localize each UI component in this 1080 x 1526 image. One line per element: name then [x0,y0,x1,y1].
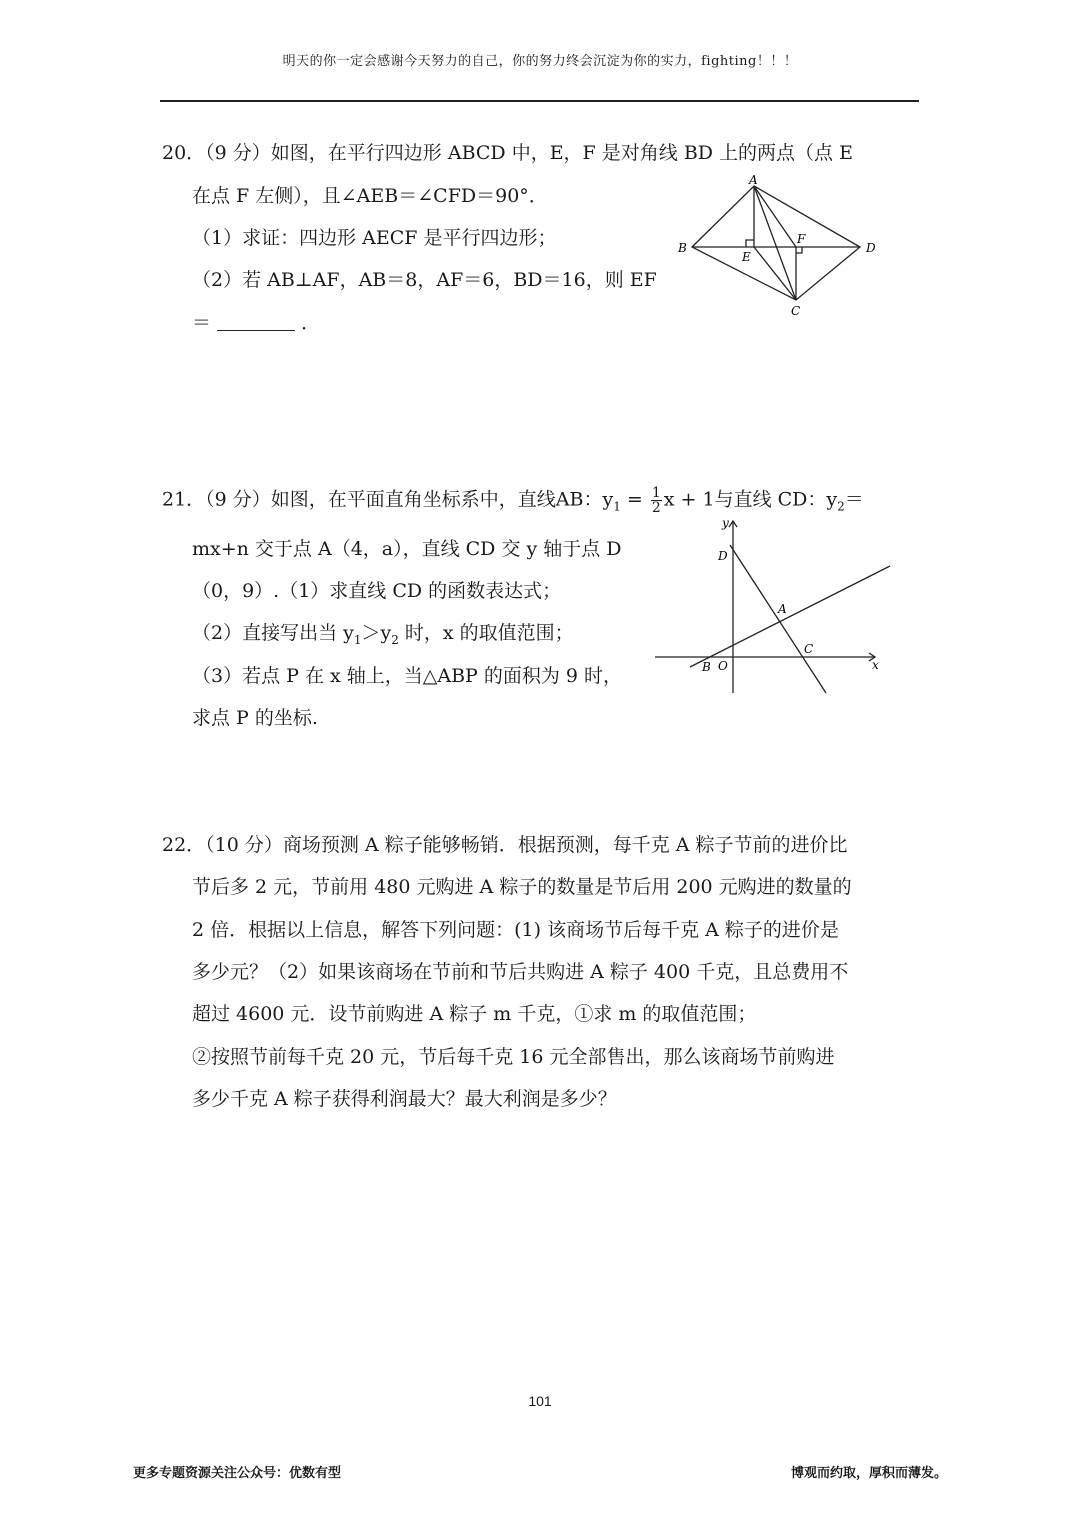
q21-line5: （3）若点 P 在 x 轴上，当△ABP 的面积为 9 时， [192,665,623,687]
q20-equals: ＝ [192,312,212,334]
label-d: D [718,549,728,563]
q20-part1: （1）求证：四边形 AECF 是平行四边形； [192,227,557,249]
q21-line1-text-a: 21．（9 分）如图，在平面直角坐标系中，直线AB：y [162,488,614,511]
q21-line1-equals: = [620,488,649,511]
right-angle-mark-f [796,247,802,253]
q21-line3: （0，9）.（1）求直线 CD 的函数表达式； [192,580,562,602]
label-y: y [722,516,729,530]
q21-line4-text-a: （2）直接写出当 y [192,622,354,644]
q21-line1-text-c: ＝ [844,488,864,511]
label-f: F [797,232,806,246]
footer-left: 更多专题资源关注公众号：优数有型 [133,1466,342,1481]
label-a: A [749,173,758,187]
fraction-one-half [651,486,662,515]
answer-blank [217,312,295,331]
label-x: x [872,658,879,672]
line-ab [690,566,890,667]
q20-period: ． [301,312,321,334]
header-motto: 明天的你一定会感谢今天努力的自己，你的努力终会沉淀为你的实力，fighting！！！ [282,54,798,69]
label-e: E [742,250,751,264]
label-b: B [678,241,687,255]
segment-ec [754,247,796,300]
q21-line4-sub1: 1 [353,632,362,647]
q20-part2: （2）若 AB⊥AF，AB＝8，AF＝6，BD＝16，则 EF [192,269,657,291]
q22-line3: 2 倍．根据以上信息，解答下列问题：(1) 该商场节后每千克 A 粽子的进价是 [192,919,839,941]
q22-line6: ②按照节前每千克 20 元，节后每千克 16 元全部售出，那么该商场节前购进 [192,1046,835,1068]
fraction-numerator: 1 [651,485,661,501]
q22-line2: 节后多 2 元，节前用 480 元购进 A 粽子的数量是节后用 200 元购进的数量的 [192,876,852,898]
q21-line1-sub2: 2 [837,499,845,514]
page-number: 101 [528,1393,552,1409]
parallelogram-figure [670,172,890,322]
q22-line4: 多少元？（2）如果该商场在节前和节后共购进 A 粽子 400 千克，且总费用不 [192,961,849,983]
q21-line2: mx+n 交于点 A（4，a），直线 CD 交 y 轴于点 D [192,538,622,560]
label-o: O [718,659,728,673]
label-d: D [866,241,876,255]
q21-line4-sub2: 2 [391,632,399,647]
label-a: A [778,602,787,616]
q22-line7: 多少千克 A 粽子获得利润最大？最大利润是多少？ [192,1088,617,1110]
q21-line1-sub1: 1 [613,499,621,514]
q21-line4 [192,620,574,653]
q21-line6: 求点 P 的坐标. [192,707,318,729]
q21-line1-text-b: x + 1与直线 CD：y [663,488,838,511]
header-divider [160,100,919,102]
line-cd [730,545,826,693]
q20-line2: 在点 F 左侧），且∠AEB＝∠CFD＝90°． [192,185,548,207]
label-c: C [791,304,801,318]
q20-part2-answer [192,310,320,336]
q22-line5: 超过 4600 元．设节前购进 A 粽子 m 千克，①求 m 的取值范围； [192,1003,757,1025]
coordinate-figure [650,515,895,697]
q20-line1: 20．（9 分）如图，在平行四边形 ABCD 中，E，F 是对角线 BD 上的两点（点 E [162,142,853,164]
fraction-denominator: 2 [651,500,661,516]
q22-line1: 22．（10 分）商场预测 A 粽子能够畅销．根据预测，每千克 A 粽子节前的进价比 [162,834,848,856]
label-b: B [702,660,711,674]
footer-right: 博观而约取，厚积而薄发。 [790,1466,947,1481]
label-c: C [804,642,814,656]
right-angle-mark-e [746,240,754,247]
q21-line4-text-b: ＞y [361,622,392,644]
diagonal-ac [754,186,796,300]
parallelogram-abcd [692,186,860,300]
segment-af [754,186,796,247]
q21-line4-text-c: 时，x 的取值范围； [398,622,574,644]
